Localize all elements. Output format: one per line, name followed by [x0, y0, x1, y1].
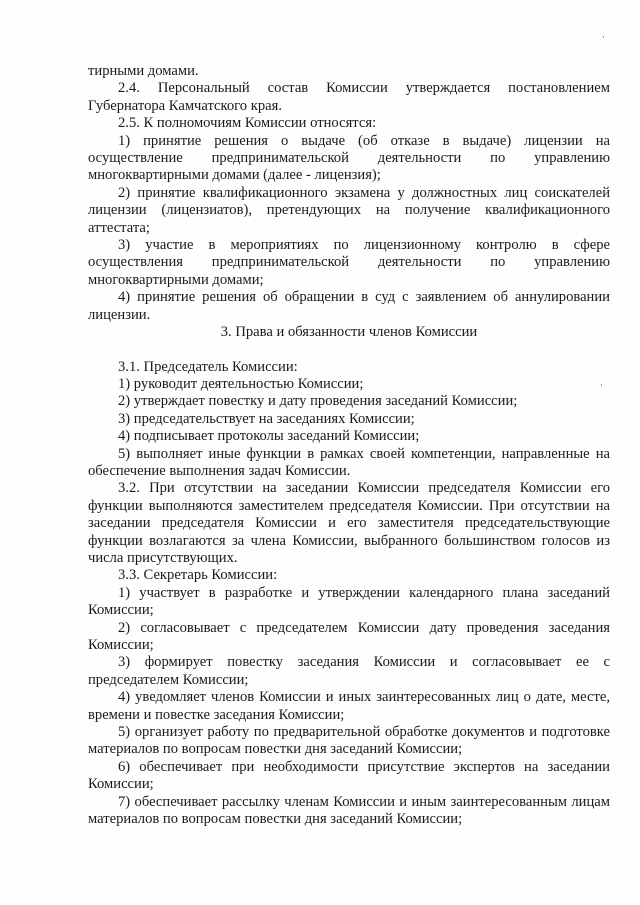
paragraph-3-2: 3.2. При отсутствии на заседании Комиссии председателя Комиссии его функции выполняются заместителем председателя Комиссии. При отсутствии на заседании председателя Комиссии и его заместителя председательствующие функции возлагаются за члена Комиссии, выбранного большинством голосов из числа присутствующих.: [88, 480, 610, 566]
section-heading: 3. Права и обязанности членов Комиссии: [220, 324, 478, 341]
list-item: 1) принятие решения о выдаче (об отказе в выдаче) лицензии на осуществление предпринимательской деятельности по управлению многоквартирными домами (далее - лицензия);: [88, 132, 610, 184]
list-item: 1) руководит деятельностью Комиссии;: [118, 375, 364, 392]
list-item: 4) принятие решения об обращении в суд с заявлением об аннулировании лицензии.: [88, 289, 610, 323]
paragraph-3-3: 3.3. Секретарь Комиссии:: [118, 567, 278, 584]
paragraph-continuation: тирными домами.: [88, 63, 199, 79]
list-item: 5) организует работу по предварительной обработке документов и подготовке материалов по вопросам повестки дня заседаний Комиссии;: [88, 724, 610, 758]
paragraph-2-5: 2.5. К полномочиям Комиссии относятся:: [118, 115, 377, 132]
paragraph-3-1: 3.1. Председатель Комиссии:: [118, 358, 298, 375]
list-item: 3) участие в мероприятиях по лицензионному контролю в сфере осуществления предпринимательской деятельности по управлению многоквартирными домами;: [88, 237, 610, 288]
document-body: [88, 63, 610, 828]
scan-speck: [603, 36, 604, 38]
list-item: 3) председательствует на заседаниях Комиссии;: [118, 410, 415, 427]
list-item: 2) принятие квалификационного экзамена у должностных лиц соискателей лицензии (лицензиатов), претендующих на получение квалификационного аттестата;: [88, 184, 610, 236]
list-item: 2) согласовывает с председателем Комиссии дату проведения заседания Комиссии;: [88, 619, 610, 653]
list-item: 5) выполняет иные функции в рамках своей компетенции, направленные на обеспечение выполнения задач Комиссии.: [88, 445, 610, 479]
list-item: 6) обеспечивает при необходимости присутствие экспертов на заседании Комиссии;: [88, 758, 610, 793]
list-item: 3) формирует повестку заседания Комиссии и согласовывает ее с председателем Комиссии;: [88, 654, 610, 688]
list-item: 4) подписывает протоколы заседаний Комиссии;: [118, 428, 420, 445]
paragraph-2-4: 2.4. Персональный состав Комиссии утверждается постановлением Губернатора Камчатского края.: [88, 80, 610, 114]
list-item: 4) уведомляет членов Комиссии и иных заинтересованных лиц о дате, месте, времени и повестке заседания Комиссии;: [88, 689, 610, 723]
list-item: 1) участвует в разработке и утверждении календарного плана заседаний Комиссии;: [88, 584, 610, 619]
list-item: 7) обеспечивает рассылку членам Комиссии и иным заинтересованным лицам материалов по вопросам повестки дня заседаний Комиссии;: [88, 793, 610, 828]
list-item: 2) утверждает повестку и дату проведения заседаний Комиссии;: [118, 393, 518, 410]
